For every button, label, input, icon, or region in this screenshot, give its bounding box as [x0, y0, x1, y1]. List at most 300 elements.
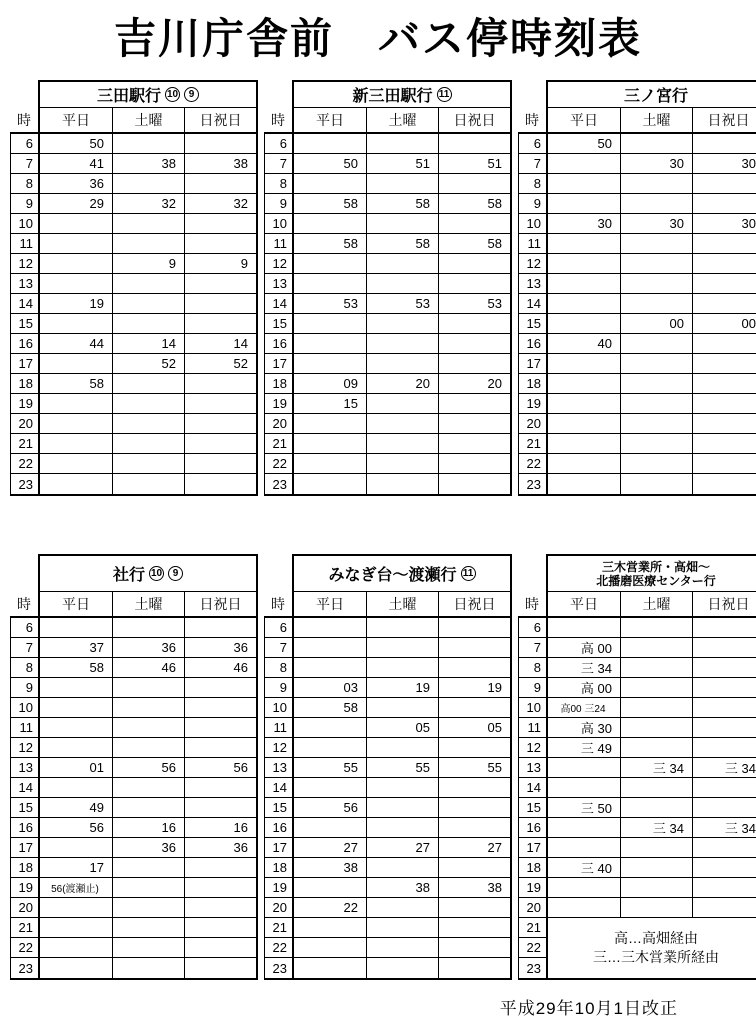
timetable-row — [294, 154, 510, 174]
minute-cell: 58 — [89, 660, 104, 675]
day-header-weekday: 平日 — [316, 112, 344, 128]
minute-cell — [366, 434, 438, 453]
minute-cell — [620, 194, 692, 213]
minute-cell — [620, 678, 692, 697]
timetable-row — [548, 414, 756, 434]
minute-cell — [620, 274, 692, 293]
minute-cell — [692, 254, 756, 273]
minute-cell — [620, 718, 692, 737]
minute-cell — [438, 174, 510, 193]
minute-cell — [692, 194, 756, 213]
minute-cell — [692, 778, 756, 797]
timetable-row — [294, 758, 510, 778]
minute-cell — [548, 878, 620, 897]
route-number-badge: 9 — [184, 87, 199, 102]
minute-cell: 36 — [112, 638, 184, 657]
minute-cell — [294, 434, 366, 453]
timetable-title-text: 社行 — [112, 567, 145, 584]
minute-cell — [294, 778, 366, 797]
timetable-row — [40, 938, 256, 958]
hour-label: 16 — [10, 334, 38, 354]
hour-label: 8 — [264, 658, 292, 678]
minute-cell: 三 50 — [580, 801, 612, 816]
minute-cell: 56(渡瀬止) — [51, 884, 99, 895]
minute-cell — [548, 474, 620, 494]
minute-cell: 01 — [89, 760, 104, 775]
hour-column-header: 時 — [10, 108, 38, 134]
timetable-row — [548, 658, 756, 678]
minute-cell — [112, 434, 184, 453]
timetable-row — [294, 838, 510, 858]
minute-cell — [184, 698, 256, 717]
minute-cell — [184, 314, 256, 333]
hour-column — [518, 80, 546, 496]
minute-cell — [692, 878, 756, 897]
hour-label: 7 — [10, 154, 38, 174]
hour-label: 20 — [264, 898, 292, 918]
timetable-row — [294, 354, 510, 374]
minute-cell: 14 — [112, 334, 184, 353]
minute-cell — [112, 878, 184, 897]
timetable-title-text: 三田駅行 — [96, 88, 161, 105]
minute-cell: 55 — [366, 758, 438, 777]
hour-label: 7 — [264, 154, 292, 174]
minute-cell — [438, 818, 510, 837]
timetable-box — [546, 554, 756, 980]
minute-cell — [620, 354, 692, 373]
hour-label: 22 — [264, 454, 292, 474]
timetable-row — [40, 134, 256, 154]
timetable-row — [40, 638, 256, 658]
hour-label: 15 — [518, 314, 546, 334]
timetable-row — [294, 958, 510, 978]
hour-label: 18 — [518, 858, 546, 878]
minute-cell — [548, 758, 620, 777]
timetable-row — [294, 778, 510, 798]
day-header-saturday: 土曜 — [620, 592, 692, 616]
minute-cell — [40, 618, 112, 637]
minute-cell — [620, 618, 692, 637]
minute-cell — [184, 474, 256, 494]
timetable-row — [40, 818, 256, 838]
minute-cell: 03 — [343, 680, 358, 695]
minute-cell — [438, 434, 510, 453]
minute-cell: 19 — [89, 296, 104, 311]
minute-cell — [548, 234, 620, 253]
hour-label: 11 — [518, 234, 546, 254]
minute-cell — [692, 858, 756, 877]
minute-cell — [40, 778, 112, 797]
timetable-row — [294, 434, 510, 454]
timetable-row — [294, 194, 510, 214]
hour-label: 8 — [10, 658, 38, 678]
minute-cell — [620, 778, 692, 797]
minute-cell — [184, 918, 256, 937]
hour-label: 18 — [518, 374, 546, 394]
hour-label: 17 — [264, 838, 292, 858]
timetable-title-text: 三ノ宮行 — [623, 88, 688, 105]
minute-cell: 14 — [184, 334, 256, 353]
minute-cell — [366, 778, 438, 797]
timetable-row — [294, 678, 510, 698]
minute-cell — [366, 414, 438, 433]
minute-cell — [184, 274, 256, 293]
timetable-row — [40, 698, 256, 718]
timetable-row — [294, 234, 510, 254]
hour-label: 10 — [264, 698, 292, 718]
day-header-row — [548, 592, 756, 618]
minute-cell — [40, 214, 112, 233]
hour-label: 13 — [10, 758, 38, 778]
day-header-holiday: 日祝日 — [692, 592, 756, 616]
minute-cell — [294, 414, 366, 433]
minute-cell — [692, 618, 756, 637]
minute-cell — [548, 154, 620, 173]
minute-cell — [40, 254, 112, 273]
minute-cell: 20 — [438, 374, 510, 393]
minute-cell — [112, 778, 184, 797]
hour-label: 6 — [10, 134, 38, 154]
day-header-row — [40, 108, 256, 134]
minute-cell — [620, 858, 692, 877]
minute-cell — [40, 354, 112, 373]
minute-cell — [184, 878, 256, 897]
timetable-row — [294, 274, 510, 294]
timetable-row — [294, 718, 510, 738]
timetable-row — [548, 214, 756, 234]
hour-label: 10 — [264, 214, 292, 234]
minute-cell — [438, 354, 510, 373]
minute-cell — [692, 718, 756, 737]
hour-label: 19 — [264, 394, 292, 414]
minute-cell — [40, 394, 112, 413]
minute-cell: 30 — [597, 216, 612, 231]
minute-cell — [366, 738, 438, 757]
minute-cell — [294, 354, 366, 373]
hour-column-spacer — [10, 80, 38, 108]
minute-cell: 27 — [343, 840, 358, 855]
hour-label: 17 — [10, 354, 38, 374]
minute-cell: 58 — [438, 194, 510, 213]
minute-cell — [112, 898, 184, 917]
minute-cell — [438, 474, 510, 494]
timetable-row — [294, 658, 510, 678]
route-number-badge: 10 — [166, 89, 179, 100]
timetable-row — [548, 314, 756, 334]
timetable-row — [40, 434, 256, 454]
minute-cell — [112, 454, 184, 473]
minute-cell — [366, 254, 438, 273]
minute-cell — [692, 134, 756, 153]
timetable-row — [548, 638, 756, 658]
minute-cell: 高 30 — [580, 721, 612, 736]
revision-date: 平成29年10月1日改正 — [499, 999, 678, 1018]
minute-cell — [620, 254, 692, 273]
minute-cell: 27 — [438, 838, 510, 857]
minute-cell — [40, 314, 112, 333]
minute-cell — [620, 738, 692, 757]
minute-cell — [112, 738, 184, 757]
minute-cell — [438, 414, 510, 433]
minute-cell — [438, 454, 510, 473]
hour-label: 10 — [518, 214, 546, 234]
hour-column-spacer — [264, 554, 292, 592]
minute-cell — [184, 134, 256, 153]
minute-cell: 53 — [438, 294, 510, 313]
minute-cell — [294, 334, 366, 353]
timetable-row — [548, 618, 756, 638]
hour-label: 19 — [264, 878, 292, 898]
minute-cell: 58 — [438, 234, 510, 253]
hour-label: 20 — [518, 898, 546, 918]
hour-label: 12 — [518, 738, 546, 758]
timetable-row — [548, 274, 756, 294]
timetable-row — [548, 798, 756, 818]
minute-cell: 05 — [438, 718, 510, 737]
timetable-row — [548, 334, 756, 354]
hour-label: 22 — [518, 454, 546, 474]
hour-label: 15 — [264, 314, 292, 334]
hour-label: 9 — [518, 678, 546, 698]
minute-cell — [438, 858, 510, 877]
hour-label: 15 — [518, 798, 546, 818]
minute-cell — [366, 658, 438, 677]
minute-cell — [40, 738, 112, 757]
timetable-title — [548, 82, 756, 108]
minute-cell — [620, 798, 692, 817]
minute-cell — [366, 918, 438, 937]
hour-label: 20 — [264, 414, 292, 434]
timetable-row — [40, 718, 256, 738]
minute-cell — [366, 214, 438, 233]
hour-column — [10, 80, 38, 496]
minute-cell — [112, 394, 184, 413]
hour-label: 19 — [518, 878, 546, 898]
timetable-row — [548, 698, 756, 718]
minute-cell — [366, 958, 438, 978]
route-number-badge: 11 — [437, 87, 452, 102]
minute-cell: 19 — [438, 678, 510, 697]
hour-label: 9 — [264, 678, 292, 698]
minute-cell — [620, 474, 692, 494]
minute-cell — [294, 174, 366, 193]
hour-label: 19 — [518, 394, 546, 414]
minute-cell — [438, 958, 510, 978]
minute-cell: 56 — [184, 758, 256, 777]
timetable-row — [294, 918, 510, 938]
minute-cell — [294, 958, 366, 978]
timetable-row — [40, 878, 256, 898]
minute-cell: 三 34 — [692, 818, 756, 837]
minute-cell — [620, 394, 692, 413]
timetable-row — [548, 878, 756, 898]
timetable-row — [294, 818, 510, 838]
minute-cell: 52 — [184, 354, 256, 373]
minute-cell — [548, 374, 620, 393]
timetable-row — [294, 394, 510, 414]
minute-cell — [294, 818, 366, 837]
minute-cell — [184, 858, 256, 877]
timetable-row — [40, 194, 256, 214]
minute-cell: 58 — [343, 236, 358, 251]
minute-cell — [548, 254, 620, 273]
minute-cell — [294, 718, 366, 737]
timetable-row — [294, 638, 510, 658]
minute-cell — [112, 234, 184, 253]
hour-label: 16 — [518, 818, 546, 838]
hour-label: 7 — [264, 638, 292, 658]
hour-label: 9 — [10, 678, 38, 698]
day-header-holiday: 日祝日 — [184, 108, 256, 132]
hour-label: 20 — [10, 414, 38, 434]
timetable-row — [40, 918, 256, 938]
minute-cell: 37 — [89, 640, 104, 655]
minute-cell: 58 — [89, 376, 104, 391]
minute-cell: 高 00 — [580, 641, 612, 656]
minute-cell — [438, 618, 510, 637]
minute-cell — [438, 798, 510, 817]
timetable-yashiro — [10, 554, 258, 980]
hour-label: 14 — [264, 778, 292, 798]
minute-cell — [112, 214, 184, 233]
minute-cell — [40, 434, 112, 453]
hour-label: 18 — [264, 858, 292, 878]
minute-cell — [294, 738, 366, 757]
day-header-saturday: 土曜 — [112, 592, 184, 616]
day-header-weekday: 平日 — [62, 596, 90, 612]
minute-cell: 36 — [89, 176, 104, 191]
hour-label: 13 — [264, 274, 292, 294]
minute-cell: 32 — [184, 194, 256, 213]
minute-cell — [184, 798, 256, 817]
hour-column-header: 時 — [264, 108, 292, 134]
minute-cell — [548, 294, 620, 313]
timetable-title — [40, 82, 256, 108]
minute-cell: 16 — [184, 818, 256, 837]
hour-label: 15 — [264, 798, 292, 818]
minute-cell — [112, 678, 184, 697]
hour-label: 14 — [10, 294, 38, 314]
minute-cell — [692, 274, 756, 293]
timetable-row — [548, 174, 756, 194]
day-header-saturday: 土曜 — [112, 108, 184, 132]
minute-cell: 高 00 — [580, 681, 612, 696]
hour-label: 17 — [264, 354, 292, 374]
hour-column-header: 時 — [518, 592, 546, 618]
minute-cell — [294, 454, 366, 473]
timetable-row — [548, 374, 756, 394]
page-title: 吉川庁舎前 バス停時刻表 — [113, 15, 642, 62]
minute-cell — [692, 638, 756, 657]
minute-cell — [438, 274, 510, 293]
hour-label: 16 — [10, 818, 38, 838]
timetable-row — [548, 818, 756, 838]
minute-cell — [692, 474, 756, 494]
minute-cell — [112, 414, 184, 433]
minute-cell: 27 — [366, 838, 438, 857]
hour-label: 6 — [264, 618, 292, 638]
minute-cell: 22 — [343, 900, 358, 915]
hour-label: 23 — [518, 474, 546, 494]
minute-cell — [184, 434, 256, 453]
legend-note-line-2: 三…三木営業所経由 — [593, 949, 719, 965]
hour-label: 14 — [264, 294, 292, 314]
minute-cell: 50 — [343, 156, 358, 171]
minute-cell — [548, 434, 620, 453]
timetable-row — [294, 294, 510, 314]
minute-cell — [692, 838, 756, 857]
minute-cell — [294, 274, 366, 293]
minute-cell — [184, 394, 256, 413]
day-header-weekday: 平日 — [62, 112, 90, 128]
minute-cell: 三 40 — [580, 861, 612, 876]
hour-label: 13 — [264, 758, 292, 778]
minute-cell — [366, 798, 438, 817]
minute-cell: 36 — [184, 638, 256, 657]
minute-cell — [112, 858, 184, 877]
minute-cell: 44 — [89, 336, 104, 351]
minute-cell: 三 49 — [580, 741, 612, 756]
hour-label: 21 — [264, 918, 292, 938]
minute-cell — [692, 698, 756, 717]
minute-cell: 30 — [620, 214, 692, 233]
minute-cell — [620, 174, 692, 193]
timetable-title — [294, 556, 510, 592]
minute-cell: 58 — [366, 234, 438, 253]
timetable-row — [548, 134, 756, 154]
minute-cell — [294, 878, 366, 897]
hour-column — [518, 554, 546, 980]
minute-cell — [438, 254, 510, 273]
timetable-row — [40, 234, 256, 254]
timetable-row — [548, 194, 756, 214]
minute-cell — [184, 234, 256, 253]
minute-cell — [366, 638, 438, 657]
minute-cell — [366, 134, 438, 153]
timetable-row — [40, 798, 256, 818]
day-header-holiday: 日祝日 — [438, 108, 510, 132]
minute-cell: 56 — [343, 800, 358, 815]
timetable-row — [40, 294, 256, 314]
minute-cell — [40, 898, 112, 917]
minute-cell — [438, 938, 510, 957]
hour-label: 6 — [264, 134, 292, 154]
timetable-row — [40, 274, 256, 294]
timetable-row — [548, 394, 756, 414]
minute-cell — [40, 678, 112, 697]
hour-label: 7 — [10, 638, 38, 658]
minute-cell — [620, 698, 692, 717]
timetable-row — [40, 214, 256, 234]
minute-cell — [112, 718, 184, 737]
day-header-holiday: 日祝日 — [438, 592, 510, 616]
minute-cell — [294, 618, 366, 637]
hour-label: 6 — [10, 618, 38, 638]
minute-cell — [548, 838, 620, 857]
hour-label: 9 — [10, 194, 38, 214]
timetable-row — [294, 374, 510, 394]
minute-cell — [548, 354, 620, 373]
minute-cell — [620, 434, 692, 453]
timetable-box — [546, 80, 756, 496]
hour-label: 22 — [10, 938, 38, 958]
timetable-row — [548, 254, 756, 274]
minute-cell — [112, 134, 184, 153]
minute-cell — [548, 454, 620, 473]
minute-cell — [184, 738, 256, 757]
timetable-minagidai-watase — [264, 554, 512, 980]
minute-cell — [112, 314, 184, 333]
